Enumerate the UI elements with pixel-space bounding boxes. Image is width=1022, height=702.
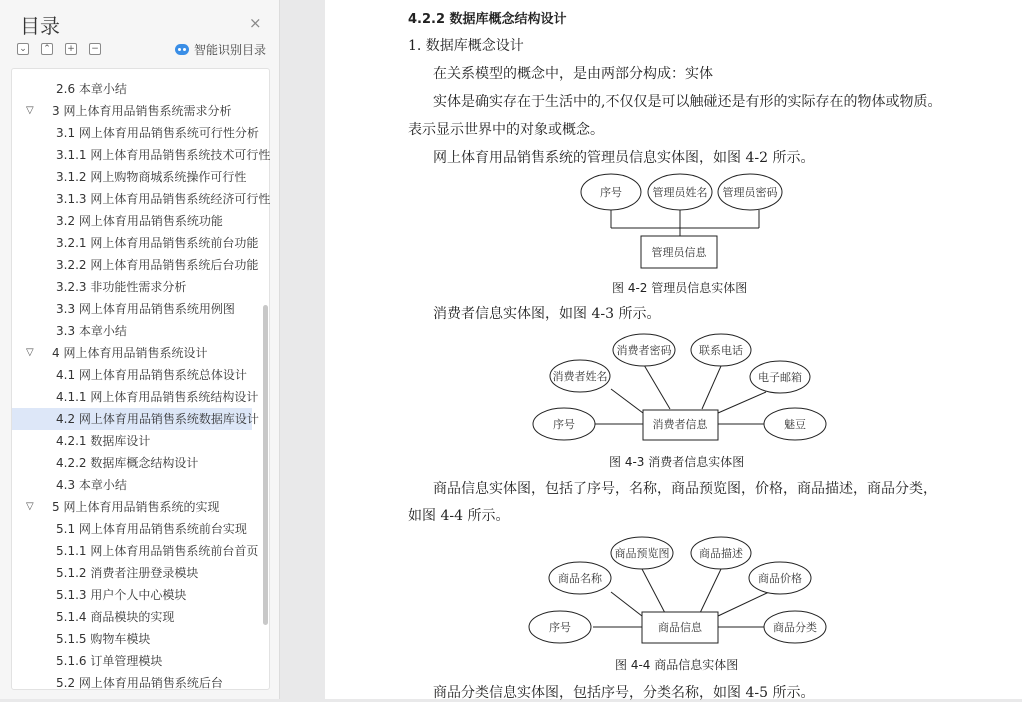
toc-item[interactable]	[12, 144, 271, 166]
toc-item[interactable]	[12, 474, 252, 496]
figure-caption: 图 4-4 商品信息实体图	[615, 658, 739, 672]
toc-scrollbar[interactable]	[263, 305, 268, 625]
toc-item-label: 4 网上体育用品销售系统设计	[52, 346, 208, 360]
toc-chapter-item[interactable]	[12, 496, 252, 518]
toc-item-label: 3.1.3 网上体育用品销售系统经济可行性	[56, 192, 271, 206]
toc-item[interactable]	[12, 298, 252, 320]
toc-item[interactable]	[12, 518, 252, 540]
attr-label: 商品预览图	[614, 547, 670, 560]
attr-label: 商品描述	[699, 547, 743, 560]
toc-item-label: 5.1.4 商品模块的实现	[56, 610, 175, 624]
section-heading: 4.2.2 数据库概念结构设计	[408, 12, 567, 27]
toc-item-label: 3.3 本章小结	[56, 324, 127, 338]
attr-label: 商品名称	[558, 572, 602, 585]
toc-item[interactable]	[12, 232, 259, 254]
chevron-down-icon[interactable]: ▽	[26, 347, 34, 358]
attr-label: 管理员姓名	[652, 186, 708, 199]
toc-item[interactable]	[12, 122, 259, 144]
toc-item-label: 5.1.2 消费者注册登录模块	[56, 566, 199, 580]
toc-item[interactable]	[12, 452, 252, 474]
toc-item-label: 4.1 网上体育用品销售系统总体设计	[56, 368, 247, 382]
toc-item[interactable]	[12, 188, 271, 210]
toc-item-label: 5.1.1 网上体育用品销售系统前台首页	[56, 544, 259, 558]
attr-label: 魅豆	[784, 418, 806, 431]
toc-item-label: 5.2 网上体育用品销售系统后台	[56, 676, 223, 690]
paragraph: 如图 4-4 所示。	[408, 508, 510, 524]
toc-item-label: 3.1.2 网上购物商城系统操作可行性	[56, 170, 247, 184]
toc-item-label: 3.1 网上体育用品销售系统可行性分析	[56, 126, 259, 140]
attr-label: 序号	[549, 621, 571, 634]
toc-item[interactable]	[12, 210, 252, 232]
toc-item-label: 5 网上体育用品销售系统的实现	[52, 500, 220, 514]
paragraph: 商品信息实体图，包括了序号，名称，商品预览图，价格，商品描述，商品分类，	[433, 481, 937, 497]
paragraph: 实体是确实存在于生活中的,不仅仅是可以触碰还是有形的实际存在的物体或物质。	[433, 94, 942, 110]
toc-item[interactable]	[12, 254, 259, 276]
toc-item-label: 4.3 本章小结	[56, 478, 127, 492]
toc-item-label: 5.1.3 用户个人中心模块	[56, 588, 187, 602]
figure-product-er-diagram	[525, 534, 835, 650]
toc-item-label: 4.1.1 网上体育用品销售系统结构设计	[56, 390, 259, 404]
entity-label: 消费者信息	[652, 418, 708, 431]
attr-label: 管理员密码	[722, 186, 778, 199]
toc-item-label: 3.2.2 网上体育用品销售系统后台功能	[56, 258, 259, 272]
attr-label: 电子邮箱	[758, 371, 802, 384]
chevron-down-icon[interactable]: ▽	[26, 501, 34, 512]
toc-item-label: 5.1 网上体育用品销售系统前台实现	[56, 522, 247, 536]
robot-icon	[175, 44, 189, 55]
toc-list	[12, 78, 271, 694]
toc-item-label: 3 网上体育用品销售系统需求分析	[52, 104, 232, 118]
collapse-all-icon[interactable]: ⌃	[41, 43, 53, 55]
figure-caption: 图 4-3 消费者信息实体图	[609, 455, 745, 469]
toc-chapter-item[interactable]	[12, 342, 252, 364]
smart-toc-label: 智能识别目录	[194, 43, 267, 57]
toc-item-label: 5.1.6 订单管理模块	[56, 654, 163, 668]
toc-item-label: 5.1.5 购物车模块	[56, 632, 151, 646]
toc-item[interactable]	[12, 364, 252, 386]
toc-item-label: 4.2.2 数据库概念结构设计	[56, 456, 199, 470]
toc-item-label: 3.2 网上体育用品销售系统功能	[56, 214, 223, 228]
attr-label: 消费者密码	[616, 344, 672, 357]
toc-item[interactable]	[12, 650, 252, 672]
toc-item[interactable]	[12, 430, 252, 452]
figure-admin-er-diagram	[575, 172, 785, 272]
paragraph: 在关系模型的概念中，是由两部分构成：实体	[433, 66, 713, 82]
toc-item[interactable]	[12, 672, 252, 694]
toc-item-label: 3.1.1 网上体育用品销售系统技术可行性	[56, 148, 271, 162]
paragraph: 表示显示世界中的对象或概念。	[408, 122, 604, 138]
toc-item-label: 4.2.1 数据库设计	[56, 434, 151, 448]
attr-label: 序号	[600, 186, 622, 199]
entity-label: 商品信息	[658, 621, 702, 634]
toc-item[interactable]	[12, 540, 259, 562]
remove-item-icon[interactable]: −	[89, 43, 101, 55]
expand-all-icon[interactable]: ⌄	[17, 43, 29, 55]
toc-item[interactable]	[12, 166, 252, 188]
paragraph: 网上体育用品销售系统的管理员信息实体图，如图 4-2 所示。	[433, 150, 815, 166]
subsection-heading: 1. 数据库概念设计	[408, 38, 524, 54]
document-page	[325, 0, 1022, 699]
attr-label: 消费者姓名	[552, 370, 608, 383]
paragraph: 消费者信息实体图，如图 4-3 所示。	[433, 306, 661, 322]
add-item-icon[interactable]: +	[65, 43, 77, 55]
toc-chapter-item[interactable]	[12, 100, 252, 122]
sidebar-title: 目录	[20, 14, 60, 38]
toc-item[interactable]	[12, 408, 259, 430]
attr-label: 序号	[553, 418, 575, 431]
toc-sidebar	[0, 0, 280, 699]
figure-consumer-er-diagram	[525, 330, 835, 446]
toc-item-label: 4.2 网上体育用品销售系统数据库设计	[56, 412, 259, 426]
attr-label: 商品分类	[773, 621, 817, 634]
toc-item-label: 3.3 网上体育用品销售系统用例图	[56, 302, 235, 316]
chevron-down-icon[interactable]: ▽	[26, 105, 34, 116]
toc-panel	[11, 68, 270, 690]
toc-item-label: 3.2.3 非功能性需求分析	[56, 280, 187, 294]
toc-item[interactable]	[12, 628, 252, 650]
paragraph: 商品分类信息实体图，包括序号，分类名称，如图 4-5 所示。	[433, 685, 815, 701]
toc-item[interactable]	[12, 562, 252, 584]
toc-item-label: 3.2.1 网上体育用品销售系统前台功能	[56, 236, 259, 250]
close-icon[interactable]: ×	[249, 14, 262, 32]
attr-label: 联系电话	[699, 344, 743, 357]
toc-item[interactable]	[12, 78, 252, 100]
smart-toc-button[interactable]	[175, 41, 266, 58]
toc-item[interactable]	[12, 584, 252, 606]
toc-item-label: 2.6 本章小结	[56, 82, 127, 96]
attr-label: 商品价格	[758, 572, 802, 585]
toc-item[interactable]	[12, 606, 252, 628]
toc-item[interactable]	[12, 386, 259, 408]
figure-caption: 图 4-2 管理员信息实体图	[612, 281, 748, 295]
entity-label: 管理员信息	[651, 246, 707, 259]
toc-item[interactable]	[12, 276, 252, 298]
toc-item[interactable]	[12, 320, 252, 342]
